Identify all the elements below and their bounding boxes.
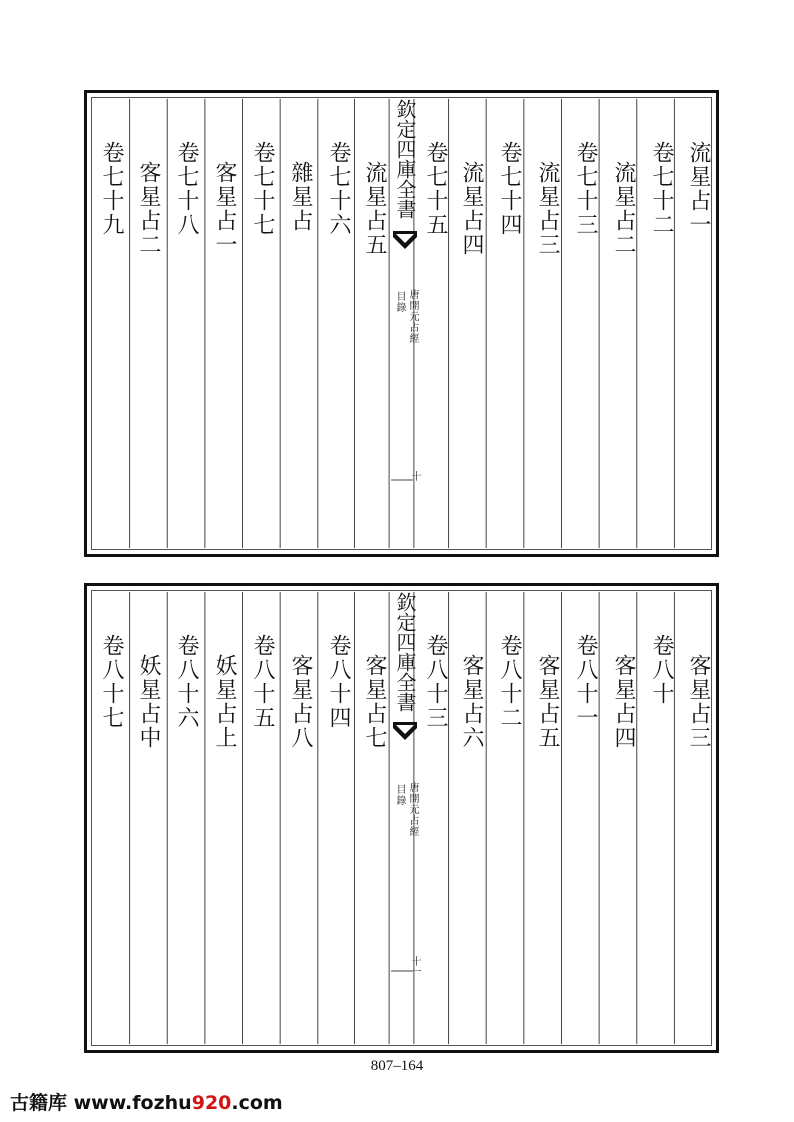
- top-header-title: 欽定四庫全書: [393, 99, 417, 219]
- top-col-10: 卷七十六: [326, 141, 351, 237]
- bottom-folio-number: 十一: [409, 956, 420, 976]
- top-col-4: 卷七十三: [573, 141, 598, 237]
- top-section-label: 目錄: [394, 291, 405, 313]
- bottom-col-12: 卷八十五: [250, 634, 275, 730]
- top-page: [84, 90, 719, 557]
- top-col-13: 客星占一: [212, 161, 237, 257]
- top-col-1: 流星占一: [686, 141, 711, 237]
- top-col-2: 卷七十二: [649, 141, 674, 237]
- bottom-col-5: 客星占五: [535, 654, 560, 750]
- bottom-col-9: 客星占七: [362, 654, 387, 750]
- top-col-7: 流星占四: [459, 161, 484, 257]
- bottom-page: [84, 583, 719, 1053]
- bottom-col-15: 妖星占中: [136, 654, 161, 750]
- watermark-suffix: .com: [231, 1092, 283, 1114]
- top-col-16: 卷七十九: [99, 141, 124, 237]
- top-col-3: 流星占二: [611, 161, 636, 257]
- watermark-prefix: 古籍库 www.fozhu: [10, 1092, 192, 1114]
- top-col-8: 卷七十五: [423, 141, 448, 237]
- top-col-15: 客星占二: [136, 161, 161, 257]
- top-col-12: 卷七十七: [250, 141, 275, 237]
- bottom-header-title: 欽定四庫全書: [393, 592, 417, 712]
- page-number: 807–164: [370, 1058, 424, 1074]
- bottom-section-label: 目錄: [394, 784, 405, 806]
- watermark-red-digits: 920: [191, 1092, 232, 1114]
- bottom-book-title: 唐開元占經: [407, 782, 418, 837]
- bottom-col-16: 卷八十七: [99, 634, 124, 730]
- bottom-col-11: 客星占八: [288, 654, 313, 750]
- bottom-col-8: 卷八十三: [423, 634, 448, 730]
- top-book-title: 唐開元占經: [407, 289, 418, 344]
- top-col-14: 卷七十八: [174, 141, 199, 237]
- top-col-9: 流星占五: [362, 161, 387, 257]
- bottom-col-14: 卷八十六: [174, 634, 199, 730]
- bottom-col-3: 客星占四: [611, 654, 636, 750]
- top-folio-number: 十: [409, 471, 420, 481]
- fish-tail-mark-icon: [392, 720, 418, 742]
- bottom-col-10: 卷八十四: [326, 634, 351, 730]
- top-col-5: 流星占三: [535, 161, 560, 257]
- bottom-col-7: 客星占六: [459, 654, 484, 750]
- watermark-link[interactable]: [10, 1088, 283, 1114]
- bottom-col-4: 卷八十一: [573, 634, 598, 730]
- top-col-11: 雜星占: [288, 161, 313, 233]
- bottom-col-13: 妖星占上: [212, 654, 237, 750]
- bottom-col-2: 卷八十: [649, 634, 674, 706]
- bottom-col-6: 卷八十二: [497, 634, 522, 730]
- top-col-6: 卷七十四: [497, 141, 522, 237]
- bottom-col-1: 客星占三: [686, 654, 711, 750]
- fish-tail-mark-icon: [392, 229, 418, 251]
